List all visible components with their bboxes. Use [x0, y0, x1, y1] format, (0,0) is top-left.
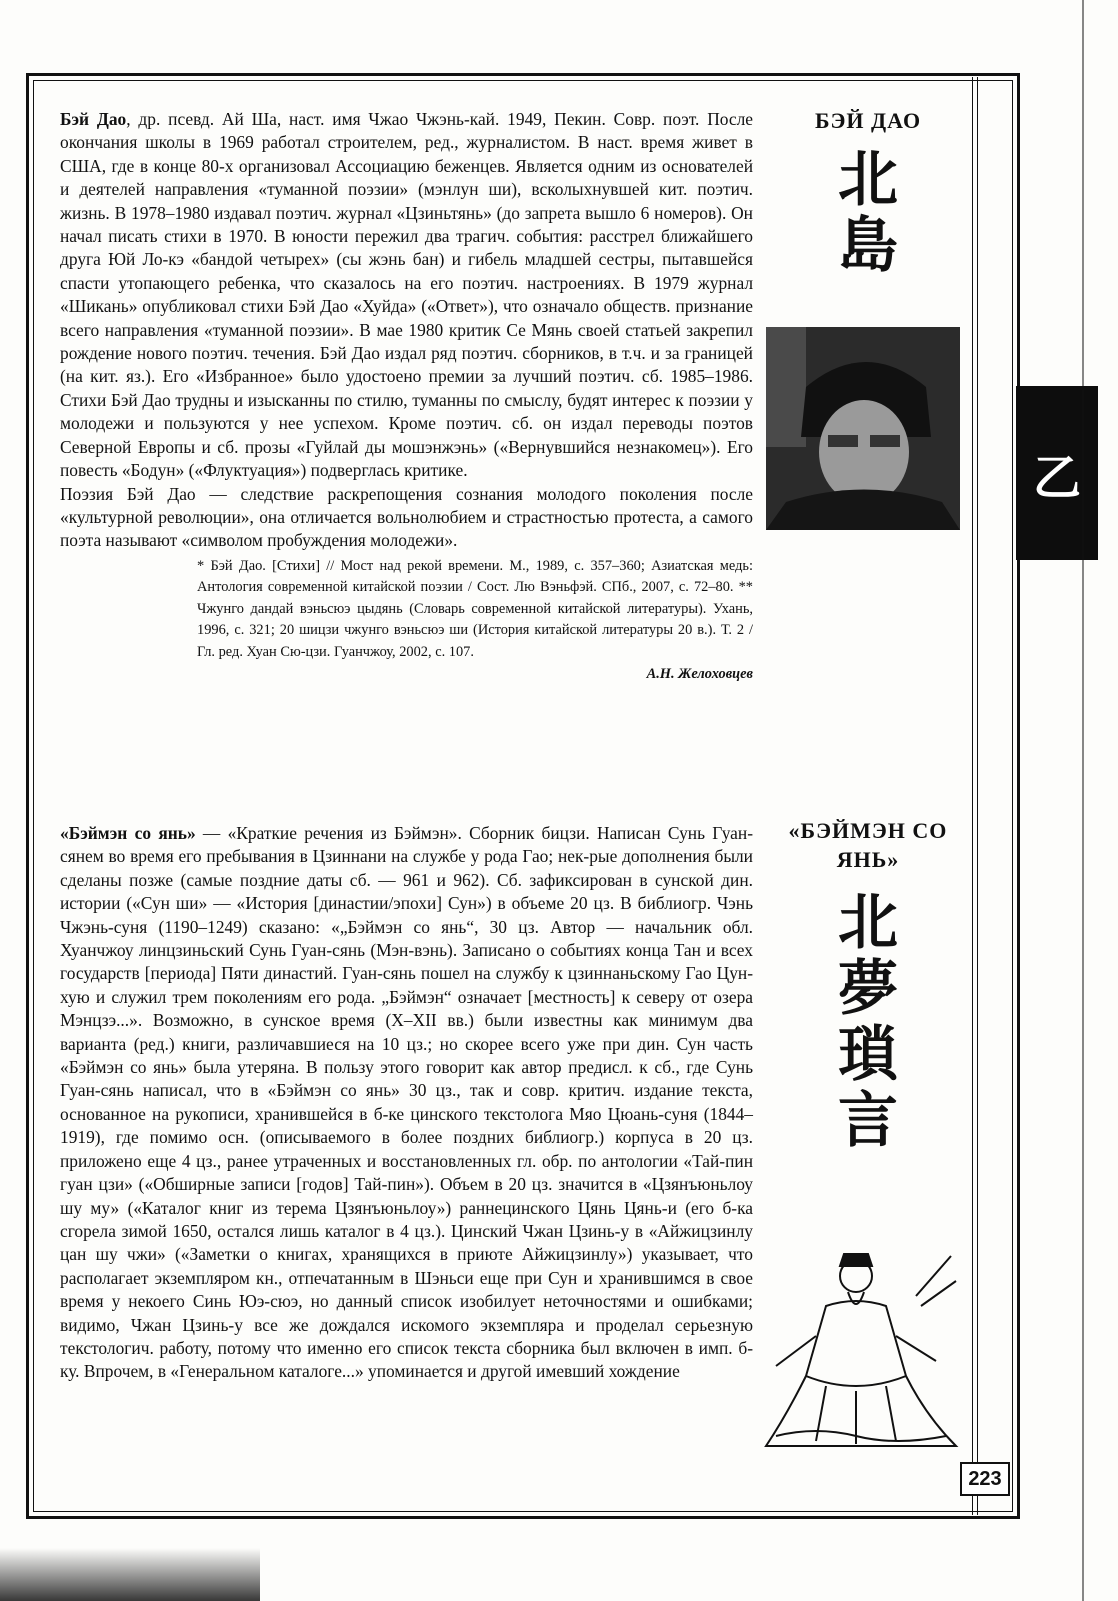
side-rule: [972, 77, 978, 1515]
hanzi-beimeng: [768, 890, 968, 1154]
entry-beimeng-suoyan: [60, 822, 753, 1384]
side-title-bei-dao: БЭЙ ДАО: [814, 108, 922, 133]
page-number: 223: [960, 1462, 1010, 1496]
entry-bei-dao: [60, 108, 753, 685]
entry-beimeng-paragraph-1: — «Краткие речения из Бэймэн». Сборник бицзи. Написан Сунь Гуан-сянем во время его пребывания в Цзиннани на службе у рода Гао; нек-рые дополнения были сделаны позже (самые поздние даты сб. — 961 и 962). Сб. зафиксирован в сунской дин. истории («Сун ши» — «История [династии/эпохи] Сун») в объеме 20 цз. В библиогр. Чэнь Чжэнь-суня (1190–1249) сказано: «„Бэймэн со янь“, 30 цз. Автор — начальник обл. Хуанчжоу линцзиньский Сунь Гуан-сянь (Мэн-вэнь). Записано о событиях конца Тан и всех государств [периода] Пяти династий. Гуан-сянь пошел на службу к цзиннаньскому Гао Цун-хую и служил трем поколениям его рода. „Бэймэн“ означает [местность] к северу от озера Мэнцзэ...». Возможно, в сунское время (X–XII вв.) были известны как минимум два варианта (ред.) книги, различавшиеся на 10 цз.; но скорее всего уже при дин. Сун часть «Бэймэн со янь» была утеряна. В пользу этого говорит как автор предисл. к сб., где Сунь Гуан-сянь написал, что в «Бэймэн со янь» 30 цз., так и совр. критич. издание текста, основанное на рукописи, хранившейся в б-ке цинского текстолога Мяо Цюань-суня (1844–1919), где помимо осн. (описываемого в более поздних библиогр.) корпуса в 20 цз. приложено еще 4 цз., ранее утраченных и восстановленных гл. обр. по антологии «Тай-пин гуан цзи» («Обширные записи [годов] Тай-пин»). Объем в 20 цз. значится в «Цзянъюньлоу шу му» («Каталог книг из терема Цзянъюньлоу») раннецинского Цянь Цянь-и (его б-ка сгорела зимой 1650, остался лишь каталог в 4 цз.). Цинский Чжан Цзинь-у в «Айжицзинлу цан шу чжи» («Заметки о книгах, хранящихся в приюте Айжицзинлу») указывает, что располагает экземпляром кн., отпечатанным в Шэньси еще при Сун и хранившимся в свое время у некоего Синь Юэ-сюэ, но данный список изобилует неточностями и ошибками; видимо, Чжан Цзинь-у все же дождался искомого экземпляра и проделал серьезную текстологич. работу, потому что именно его список текста сборника был включен в имп. б-ку. Впрочем, в «Генеральном каталоге...» упоминается и другой имевший хождение: [60, 823, 753, 1382]
entry-bei-dao-heading: Бэй Дао: [60, 109, 127, 129]
scan-edge-line: [1082, 0, 1084, 1601]
sage-illustration: [756, 1236, 962, 1456]
entry-beimeng-body: [60, 822, 753, 1384]
entry-bei-dao-references: * Бэй Дао. [Стихи] // Мост над рекой времени. М., 1989, с. 357–360; Азиатская медь: Антология современной китайской поэзии / Сост. Лю Вэньфэй. СПб., 2007, с. 72–80. ** Чжунго дандай вэньсюэ цыдянь (Словарь современной китайской литературы). Ухань, 1996, с. 321; 20 шицзи чжунго вэньсюэ ши (История китайской литературы 20 в.). Т. 2 / Гл. ред. Хуан Сю-цзи. Гуанчжоу, 2002, с. 107.: [197, 557, 753, 660]
hanzi-char: 北: [838, 145, 898, 215]
portrait-image: [766, 327, 960, 530]
hanzi-char: 言: [838, 1086, 898, 1156]
entry-beimeng-heading: «Бэймэн со янь»: [60, 823, 196, 843]
side-title-beimeng: «БЭЙМЭН СО ЯНЬ»: [788, 818, 948, 872]
side-bei-dao: [768, 106, 968, 279]
side-beimeng: [768, 816, 968, 1154]
entry-bei-dao-paragraph-1: , др. псевд. Ай Ша, наст. имя Чжао Чжэнь-кай. 1949, Пекин. Совр. поэт. После окончания школы в 1969 работал строителем, ред., журналистом. В наст. время живет в США, где в конце 80-х организовал Ассоциацию беженцев. Является одним из основателей и деятелей направления «туманной поэзии» (мэнлун ши), всколыхнувшей кит. поэтич. жизнь. В 1978–1980 издавал поэтич. журнал «Цзиньтянь» (до запрета вышло 6 номеров). Он начал писать стихи в 1970. В юности пережил два трагич. события: расстрел ближайшего друга Юй Ло-кэ «бандой четырех» (сы жэнь бан) и гибель младшей сестры, пытавшейся спасти утопающего ребенка, что сказалось на его поэтич. настроениях. В 1979 журнал «Шикань» опубликовал стихи Бэй Дао «Хуйда» («Ответ»), что означало обществ. признание всего направления «туманной поэзии». В мае 1980 критик Се Мянь своей статьей закрепил рождение нового поэтич. течения. Бэй Дао издал ряд поэтич. сборников, в т.ч. и за границей (на кит. яз.). Его «Избранное» было удостоено премии за лучший поэтич. сб. 1985–1986. Стихи Бэй Дао трудны и изысканны по стилю, туманны по смыслу, будят интерес к поэзии у молодежи и пользуются у нее успехом. Кроме поэтич. сб. он издал переводы поэтов Северной Европы и сб. прозы «Гуйлай ды мошэнжэнь» («Вернувшийся незнакомец»). Его повесть «Бодун» («Флуктуация») подверглась критике.: [60, 109, 753, 481]
entry-bei-dao-author: А.Н. Желоховцев: [646, 666, 753, 683]
hanzi-char: 瑣: [838, 1020, 898, 1090]
hanzi-bei-dao: [768, 147, 968, 279]
scan-corner-shadow: [0, 1548, 260, 1601]
entry-bei-dao-paragraph-2: Поэзия Бэй Дао — следствие раскрепощения сознания молодого поколения после «культурной революции», она отличается вольнолюбием и страстностью протеста, а самого поэта называют «символом пробуждения молодежи».: [60, 483, 753, 551]
portrait-photo: [766, 327, 960, 530]
hanzi-char: 島: [838, 211, 898, 281]
hanzi-char: 夢: [838, 954, 898, 1024]
hanzi-char: 北: [838, 888, 898, 958]
section-tab: 乙: [1016, 386, 1098, 560]
entry-bei-dao-body: [60, 108, 753, 483]
